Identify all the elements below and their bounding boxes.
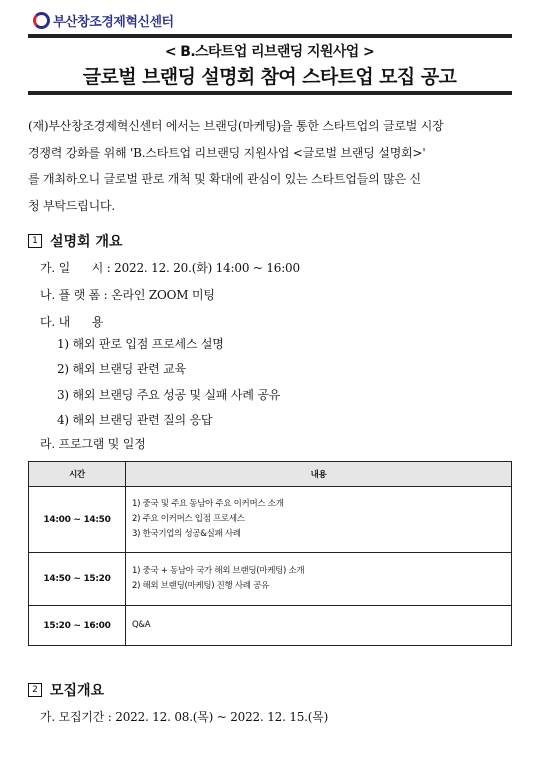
org-logo: [33, 10, 174, 30]
section-heading-overview: [28, 231, 123, 251]
content-cell: [126, 553, 512, 606]
program-subtitle: < B.스타트업 리브랜딩 지원사업 >: [164, 44, 375, 60]
overview-platform: 나. 플 랫 폼 : 온라인 ZOOM 미팅: [40, 288, 215, 302]
overview-content-label: 다. 내 용: [40, 315, 104, 329]
table-header-row: [29, 462, 512, 487]
content-cell: [126, 487, 512, 553]
content-item: 3) 한국기업의 성공&실패 사례: [132, 529, 241, 539]
column-header-time: 시간: [29, 462, 126, 487]
overview-datetime: 가. 일 시 : 2022. 12. 20.(화) 14:00 ~ 16:00: [40, 261, 300, 275]
time-cell: 14:00 ~ 14:50: [29, 487, 126, 553]
time-cell: 14:50 ~ 15:20: [29, 553, 126, 606]
top-rule: [28, 34, 512, 38]
time-cell: 15:20 ~ 16:00: [29, 606, 126, 646]
intro-paragraph: [28, 113, 512, 219]
content-list-item: 1) 해외 판로 입점 프로세스 설명: [57, 337, 224, 351]
content-cell: [126, 606, 512, 646]
intro-line: 를 개최하오니 글로벌 판로 개척 및 확대에 관심이 있는 스타트업들의 많은 신: [28, 172, 421, 186]
section-number: 1: [28, 234, 42, 248]
org-name: 부산창조경제혁신센터: [53, 14, 174, 30]
table-row: [29, 606, 512, 646]
content-item: 1) 중국 + 동남아 국가 해외 브랜딩(마케팅) 소개: [132, 566, 305, 576]
section-title: 모집개요: [50, 683, 105, 699]
content-item: 1) 중국 및 주요 동남아 주요 이커머스 소개: [132, 499, 284, 509]
page-title: 글로벌 브랜딩 설명회 참여 스타트업 모집 공고: [82, 66, 457, 88]
intro-line: 청 부탁드립니다.: [28, 198, 115, 213]
content-item: Q&A: [132, 620, 151, 630]
section-title: 설명회 개요: [50, 234, 123, 250]
title-rule: [28, 91, 512, 95]
intro-line: 경쟁력 강화를 위해 'B.스타트업 리브랜딩 지원사업 <글로벌 브랜딩 설명회>': [28, 145, 426, 160]
content-item: 2) 해외 브랜딩(마케팅) 진행 사례 공유: [132, 581, 269, 591]
program-label: 라. 프로그램 및 일정: [40, 437, 146, 451]
section-number: 2: [28, 683, 42, 697]
content-list-item: 4) 해외 브랜딩 관련 질의 응답: [57, 413, 213, 427]
content-list-item: 3) 해외 브랜딩 주요 성공 및 실패 사례 공유: [57, 388, 281, 402]
section-heading-recruitment: [28, 680, 104, 700]
schedule-table: [28, 461, 512, 646]
recruitment-period: 가. 모집기간 : 2022. 12. 08.(목) ~ 2022. 12. 15.(목): [40, 710, 329, 724]
table-row: [29, 553, 512, 606]
table-row: [29, 487, 512, 553]
intro-line: (재)부산창조경제혁신센터 에서는 브랜딩(마케팅)을 통한 스타트업의 글로벌 시장: [28, 119, 444, 133]
column-header-content: 내용: [126, 462, 512, 487]
org-logo-icon: [33, 12, 50, 29]
content-list-item: 2) 해외 브랜딩 관련 교육: [57, 362, 186, 376]
content-item: 2) 주요 이커머스 입점 프로세스: [132, 514, 245, 524]
